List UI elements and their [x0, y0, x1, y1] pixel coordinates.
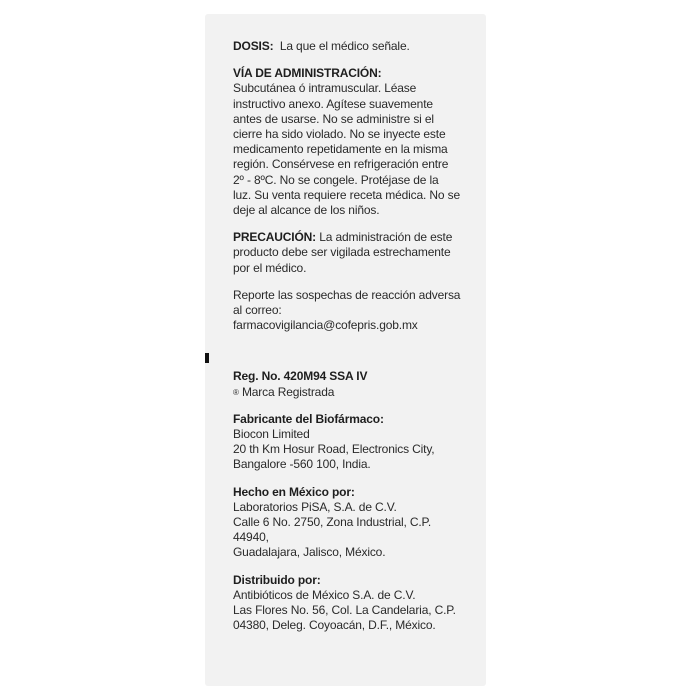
- precaucion-line: producto debe ser vigilada estrechamente: [233, 245, 451, 260]
- precaucion-line: La administración de este: [316, 230, 453, 245]
- dosis-section: [233, 39, 483, 54]
- reporte-section: [233, 288, 483, 334]
- fabricante-line: Bangalore -560 100, India.: [233, 457, 371, 472]
- hecho-line: Calle 6 No. 2750, Zona Industrial, C.P.: [233, 515, 432, 530]
- hecho-line: Laboratorios PiSA, S.A. de C.V.: [233, 499, 397, 514]
- via-line: luz. Su venta requiere receta médica. No se: [233, 187, 461, 202]
- hecho-line: 44940,: [233, 530, 269, 545]
- reporte-line: Reporte las sospechas de reacción adversa: [233, 287, 461, 302]
- via-line: cierre ha sido violado. No se inyecte este: [233, 127, 446, 142]
- package-side-panel: [205, 14, 486, 686]
- via-line: instructivo anexo. Agítese suavemente: [233, 96, 433, 111]
- via-line: 2º - 8ºC. No se congele. Protéjase de la: [233, 172, 439, 187]
- precaucion-line: por el médico.: [233, 260, 307, 275]
- via-line: región. Consérvese en refrigeración entre: [233, 157, 449, 172]
- fabricante-line: 20 th Km Hosur Road, Electronics City,: [233, 442, 435, 457]
- precaucion-label: PRECAUCIÓN:: [233, 230, 317, 245]
- via-line: antes de usarse. No se administre si el: [233, 111, 434, 126]
- fabricante-line: Biocon Limited: [233, 427, 310, 442]
- distribuido-section: [233, 573, 483, 634]
- hecho-section: [233, 485, 483, 561]
- dosis-label: DOSIS:: [233, 39, 274, 53]
- via-section: [233, 66, 483, 218]
- distribuido-line: 04380, Deleg. Coyoacán, D.F., México.: [233, 618, 436, 633]
- reporte-line: al correo:: [233, 303, 282, 318]
- fabricante-section: [233, 412, 483, 473]
- hecho-title: Hecho en México por:: [233, 484, 355, 499]
- reporte-email: farmacovigilancia@cofepris.gob.mx: [233, 318, 418, 333]
- via-line: medicamento repetidamente en la misma: [233, 142, 448, 157]
- label-text-column: [233, 39, 483, 634]
- fabricante-title: Fabricante del Biofármaco:: [233, 411, 384, 426]
- registro-number: Reg. No. 420M94 SSA IV: [233, 369, 368, 384]
- registered-icon: ®: [233, 387, 239, 397]
- distribuido-line: Antibióticos de México S.A. de C.V.: [233, 587, 416, 602]
- via-line: deje al alcance de los niños.: [233, 203, 380, 218]
- dosis-text: La que el médico señale.: [279, 39, 410, 53]
- precaucion-section: [233, 230, 483, 276]
- marca-registrada: Marca Registrada: [241, 384, 335, 399]
- print-marker: [205, 353, 209, 363]
- via-line: Subcutánea ó intramuscular. Léase: [233, 81, 417, 96]
- hecho-line: Guadalajara, Jalisco, México.: [233, 545, 386, 560]
- registro-section: [233, 369, 483, 399]
- via-title: VÍA DE ADMINISTRACIÓN:: [233, 66, 382, 81]
- distribuido-title: Distribuido por:: [233, 572, 321, 587]
- distribuido-line: Las Flores No. 56, Col. La Candelaria, C.P.: [233, 603, 456, 618]
